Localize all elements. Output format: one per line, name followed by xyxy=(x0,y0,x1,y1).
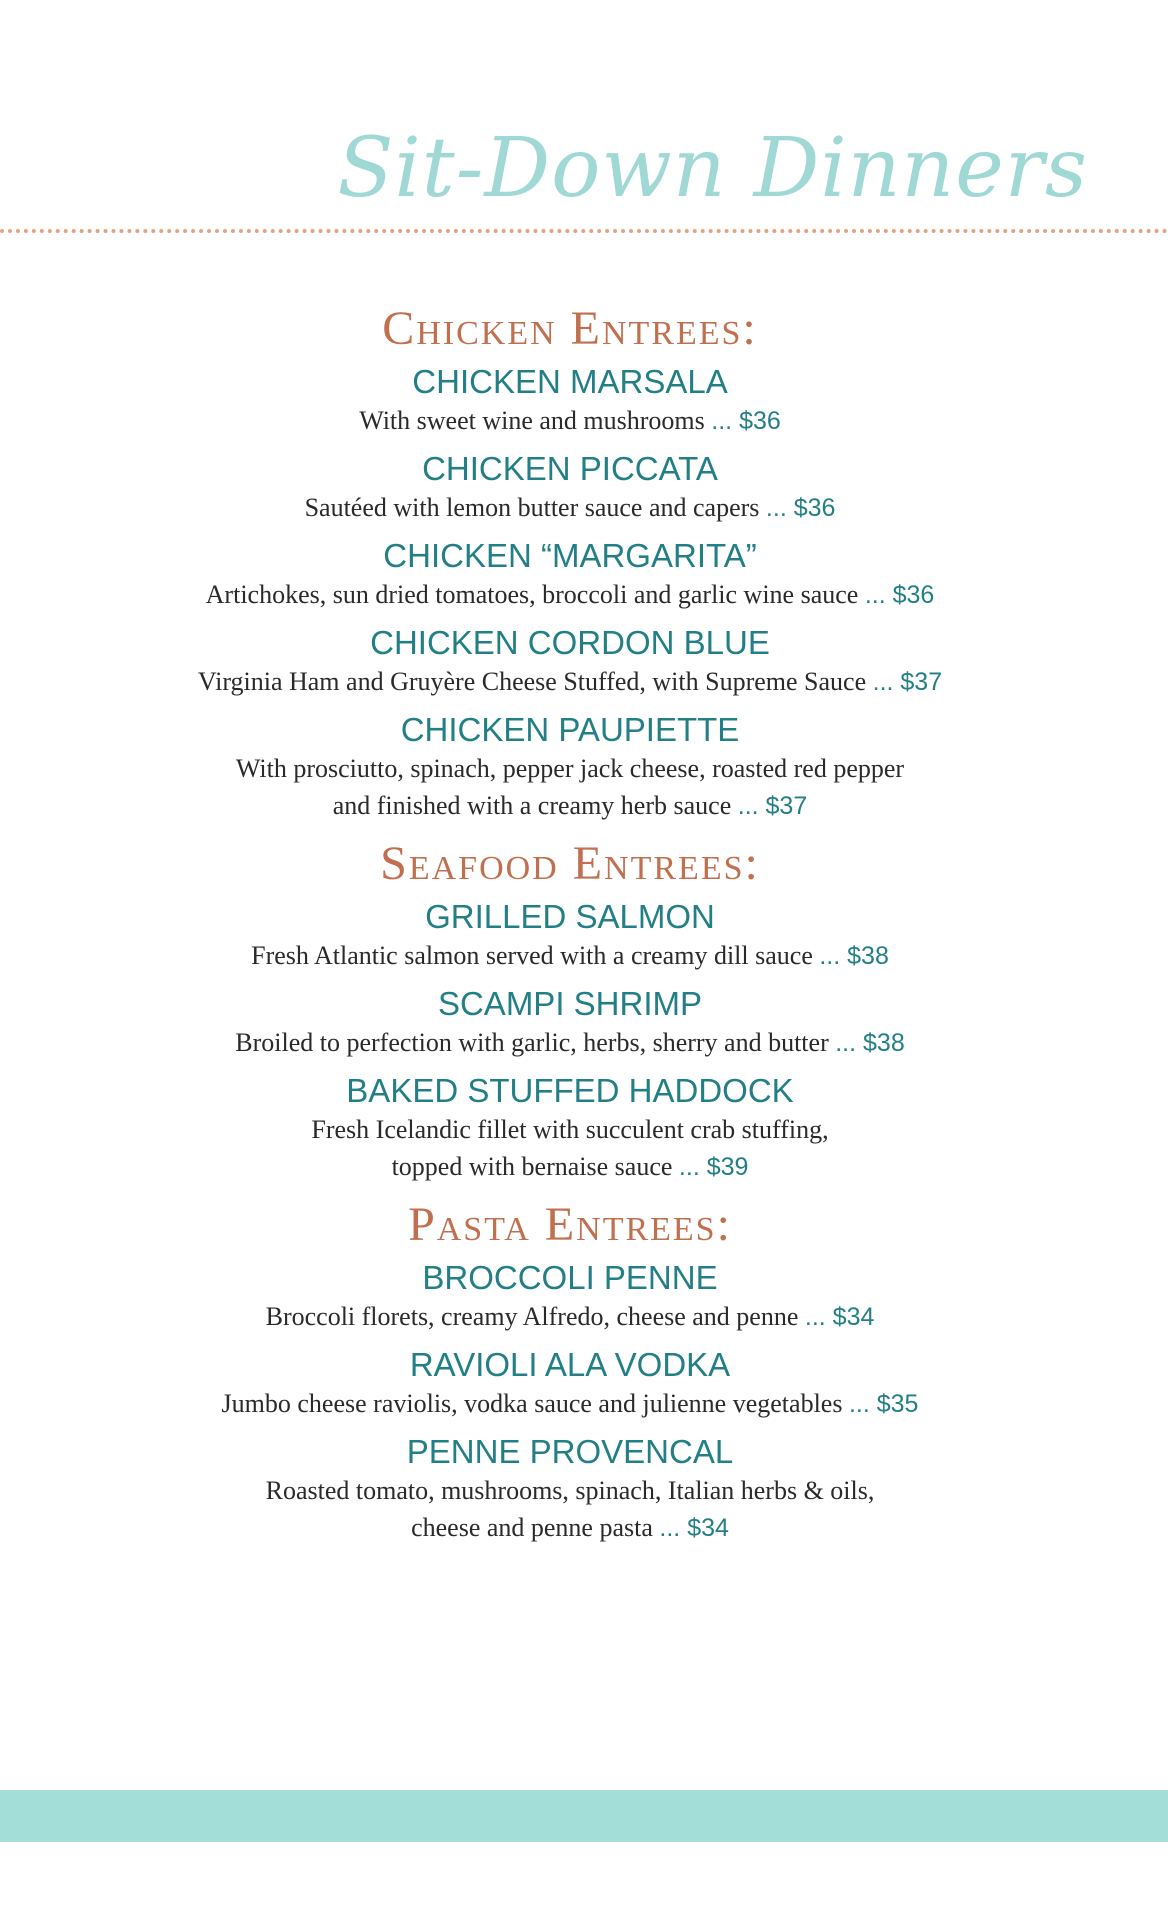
menu-item xyxy=(0,1432,1140,1547)
description-line: Sautéed with lemon butter sauce and capers xyxy=(304,493,760,522)
menu-item-description xyxy=(0,1024,1140,1062)
menu-item xyxy=(0,897,1140,975)
description-line: topped with bernaise sauce xyxy=(391,1152,673,1181)
description-line: Broccoli florets, creamy Alfredo, cheese and penne xyxy=(265,1302,799,1331)
menu-item xyxy=(0,1345,1140,1423)
menu-item-price: ... $38 xyxy=(819,942,889,970)
menu-item-price: ... $37 xyxy=(737,792,808,820)
menu-item xyxy=(0,984,1140,1062)
page-title: Sit-Down Dinners xyxy=(337,121,1088,216)
menu-item-description xyxy=(0,1472,1140,1547)
menu-item-price: ... $34 xyxy=(659,1514,729,1542)
description-line: With sweet wine and mushrooms xyxy=(359,406,705,435)
menu-item-description xyxy=(0,576,1140,614)
description-line: Fresh Icelandic fillet with succulent crab stuffing, xyxy=(311,1115,829,1144)
menu-item-description xyxy=(0,750,1140,825)
menu-item xyxy=(0,623,1140,701)
menu-item-name: CHICKEN PICCATA xyxy=(422,450,718,487)
menu-item-description xyxy=(0,402,1140,440)
menu-item xyxy=(0,1258,1140,1336)
section-seafood-entrees xyxy=(0,835,1140,1186)
menu-item-description xyxy=(0,1298,1140,1336)
menu-item-name: SCAMPI SHRIMP xyxy=(437,985,703,1022)
menu-item-description xyxy=(0,1385,1140,1423)
description-line: Fresh Atlantic salmon served with a creamy dill sauce xyxy=(251,941,813,970)
menu-item-price: ... $36 xyxy=(765,494,836,522)
menu-item-name: GRILLED SALMON xyxy=(425,898,715,935)
section-heading: Chicken Entrees: xyxy=(382,302,758,355)
menu-item-price: ... $37 xyxy=(872,668,943,696)
dotted-divider xyxy=(0,229,1168,233)
menu-item-name: BROCCOLI PENNE xyxy=(422,1259,718,1296)
description-line: Artichokes, sun dried tomatoes, broccoli and garlic wine sauce xyxy=(205,580,859,609)
menu-item xyxy=(0,449,1140,527)
menu-item-price: ... $36 xyxy=(711,407,781,435)
menu-item xyxy=(0,710,1140,825)
menu-item-price: ... $38 xyxy=(835,1029,905,1057)
description-line: Virginia Ham and Gruyère Cheese Stuffed, with Supreme Sauce xyxy=(197,667,867,696)
menu-item-description xyxy=(0,663,1140,701)
section-pasta-entrees xyxy=(0,1196,1140,1547)
description-line: Broiled to perfection with garlic, herbs, sherry and butter xyxy=(235,1028,829,1057)
description-line: With prosciutto, spinach, pepper jack cheese, roasted red pepper xyxy=(235,754,905,783)
menu-item xyxy=(0,536,1140,614)
menu-item-name: PENNE PROVENCAL xyxy=(406,1433,734,1470)
menu-item xyxy=(0,1071,1140,1186)
section-chicken-entrees xyxy=(0,300,1140,825)
menu-item-name: CHICKEN MARSALA xyxy=(412,363,728,400)
menu-item-price: ... $35 xyxy=(848,1390,919,1418)
menu-item-name: CHICKEN “MARGARITA” xyxy=(383,537,757,574)
menu-item-price: ... $36 xyxy=(864,581,935,609)
menu-item-description xyxy=(0,937,1140,975)
description-line: Roasted tomato, mushrooms, spinach, Italian herbs & oils, xyxy=(265,1476,875,1505)
menu-item-description xyxy=(0,489,1140,527)
menu-item-price: ... $34 xyxy=(804,1303,875,1331)
menu-item-name: CHICKEN PAUPIETTE xyxy=(400,711,740,748)
menu-item-description xyxy=(0,1111,1140,1186)
menu-item-price: ... $39 xyxy=(678,1153,749,1181)
menu-item-name: CHICKEN CORDON BLUE xyxy=(370,624,770,661)
menu xyxy=(0,300,1140,1556)
menu-item xyxy=(0,362,1140,440)
description-line: and finished with a creamy herb sauce xyxy=(332,791,732,820)
menu-item-name: BAKED STUFFED HADDOCK xyxy=(346,1072,794,1109)
description-line: cheese and penne pasta xyxy=(411,1513,653,1542)
section-heading: Pasta Entrees: xyxy=(408,1198,732,1251)
section-heading: Seafood Entrees: xyxy=(380,837,760,890)
description-line: Jumbo cheese raviolis, vodka sauce and julienne vegetables xyxy=(221,1389,843,1418)
menu-item-name: RAVIOLI ALA VODKA xyxy=(409,1346,731,1383)
footer-band xyxy=(0,1790,1168,1842)
